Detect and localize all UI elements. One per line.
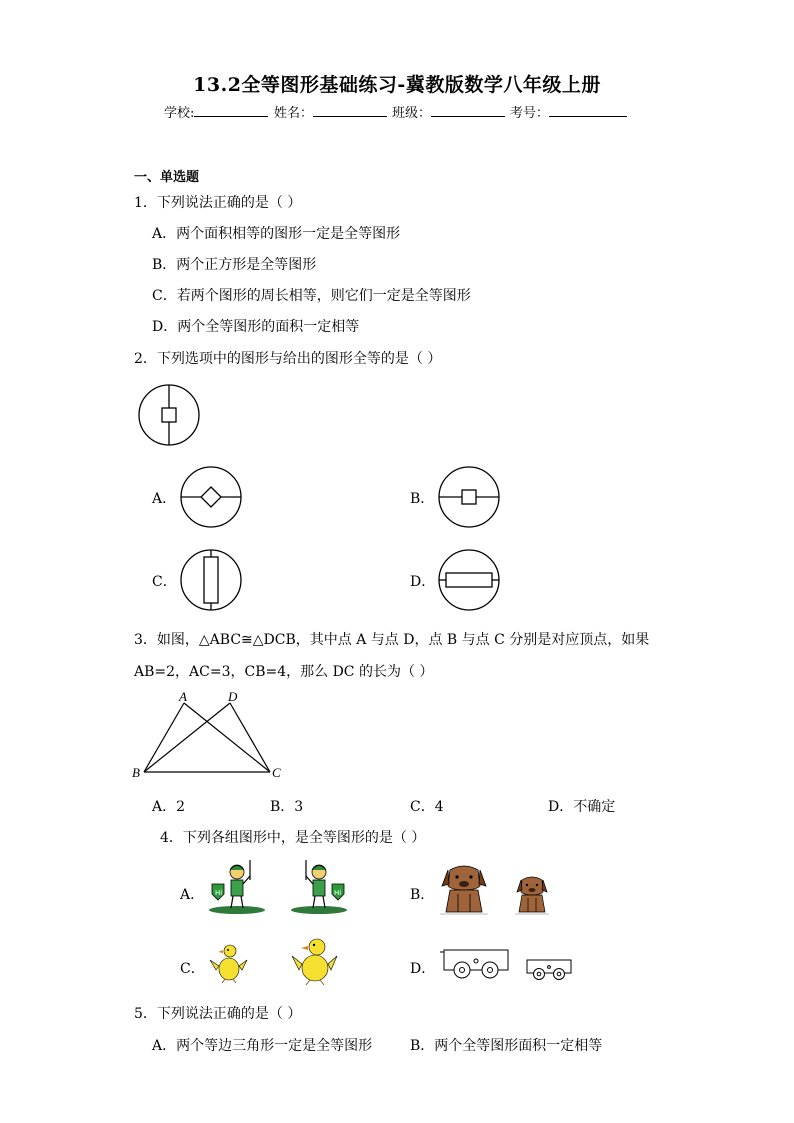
q2-option-b-label[interactable]: B． (410, 491, 435, 507)
q2-option-a-label[interactable]: A． (152, 491, 177, 507)
class-field (392, 102, 505, 121)
q3-option-d[interactable]: D．不确定 (548, 799, 616, 815)
class-label: 班级： (392, 106, 432, 121)
svg-text:Hi: Hi (334, 889, 342, 897)
q4-option-a-figure-2[interactable] (288, 858, 350, 916)
q4-option-c-label[interactable]: C． (180, 961, 205, 977)
q4-option-d-cart-large[interactable] (440, 948, 512, 982)
q2-option-d-figure[interactable] (438, 549, 500, 611)
q3-vertex-c: C (272, 765, 281, 780)
q1-stem: 1．下列说法正确的是（ ） (134, 195, 302, 211)
q4-option-a-label[interactable]: A． (180, 887, 205, 903)
school-field (164, 102, 268, 121)
q4-option-b-label[interactable]: B． (410, 887, 435, 903)
q1-option-a[interactable]: A．两个面积相等的图形一定是全等图形 (152, 226, 401, 242)
q3-option-c[interactable]: C．4 (410, 799, 444, 815)
q3-option-a[interactable]: A．2 (152, 799, 186, 815)
q5-option-b[interactable]: B．两个全等图形面积一定相等 (410, 1038, 603, 1054)
svg-text:Hi: Hi (215, 889, 223, 897)
q4-stem: 4．下列各组图形中，是全等图形的是（ ） (160, 830, 426, 846)
q3-vertex-a: A (179, 689, 187, 704)
class-blank[interactable] (431, 104, 505, 117)
name-label: 姓名： (274, 106, 314, 121)
school-blank[interactable] (194, 104, 268, 117)
q3-vertex-b: B (132, 765, 140, 780)
q3-triangle-figure (130, 690, 290, 785)
q1-option-b[interactable]: B．两个正方形是全等图形 (152, 257, 317, 273)
q2-option-d-label[interactable]: D． (410, 574, 436, 590)
q2-option-c-figure[interactable] (180, 549, 242, 611)
q2-option-c-label[interactable]: C． (152, 574, 177, 590)
q3-stem-line2: AB=2，AC=3，CB=4，那么 DC 的长为（ ） (134, 664, 434, 680)
number-blank[interactable] (549, 104, 627, 117)
name-blank[interactable] (313, 104, 387, 117)
name-field (274, 102, 387, 121)
q1-option-d[interactable]: D．两个全等图形的面积一定相等 (152, 319, 360, 335)
q3-stem-line1: 3．如图，△ABC≅△DCB，其中点 A 与点 D，点 B 与点 C 分别是对应顶点，如果 (134, 632, 650, 648)
q3-vertex-d: D (228, 689, 238, 704)
q4-option-d-label[interactable]: D． (410, 961, 436, 977)
q3-option-b[interactable]: B．3 (270, 799, 304, 815)
number-field (510, 102, 627, 121)
q4-option-b-dog-small[interactable] (512, 872, 552, 916)
q4-option-b-dog-large[interactable] (436, 860, 492, 916)
school-label: 学校: (164, 106, 195, 121)
number-label: 考号： (510, 106, 550, 121)
q2-stem: 2．下列选项中的图形与给出的图形全等的是（ ） (134, 351, 442, 367)
section-heading: 一、单选题 (134, 170, 200, 185)
q1-option-c[interactable]: C．若两个图形的周长相等，则它们一定是全等图形 (152, 288, 471, 304)
q5-option-a[interactable]: A．两个等边三角形一定是全等图形 (152, 1038, 373, 1054)
q4-option-c-chick-large[interactable] (290, 936, 338, 986)
page-title: 13.2全等图形基础练习-冀教版数学八年级上册 (193, 74, 601, 96)
q4-option-d-cart-small[interactable] (524, 958, 574, 984)
q4-option-c-chick-small[interactable] (208, 942, 248, 984)
q2-option-a-figure[interactable] (180, 466, 242, 528)
q2-given-figure (138, 384, 200, 446)
q5-stem: 5．下列说法正确的是（ ） (134, 1006, 302, 1022)
q2-option-b-figure[interactable] (438, 466, 500, 528)
q4-option-a-figure-1[interactable] (206, 858, 268, 916)
